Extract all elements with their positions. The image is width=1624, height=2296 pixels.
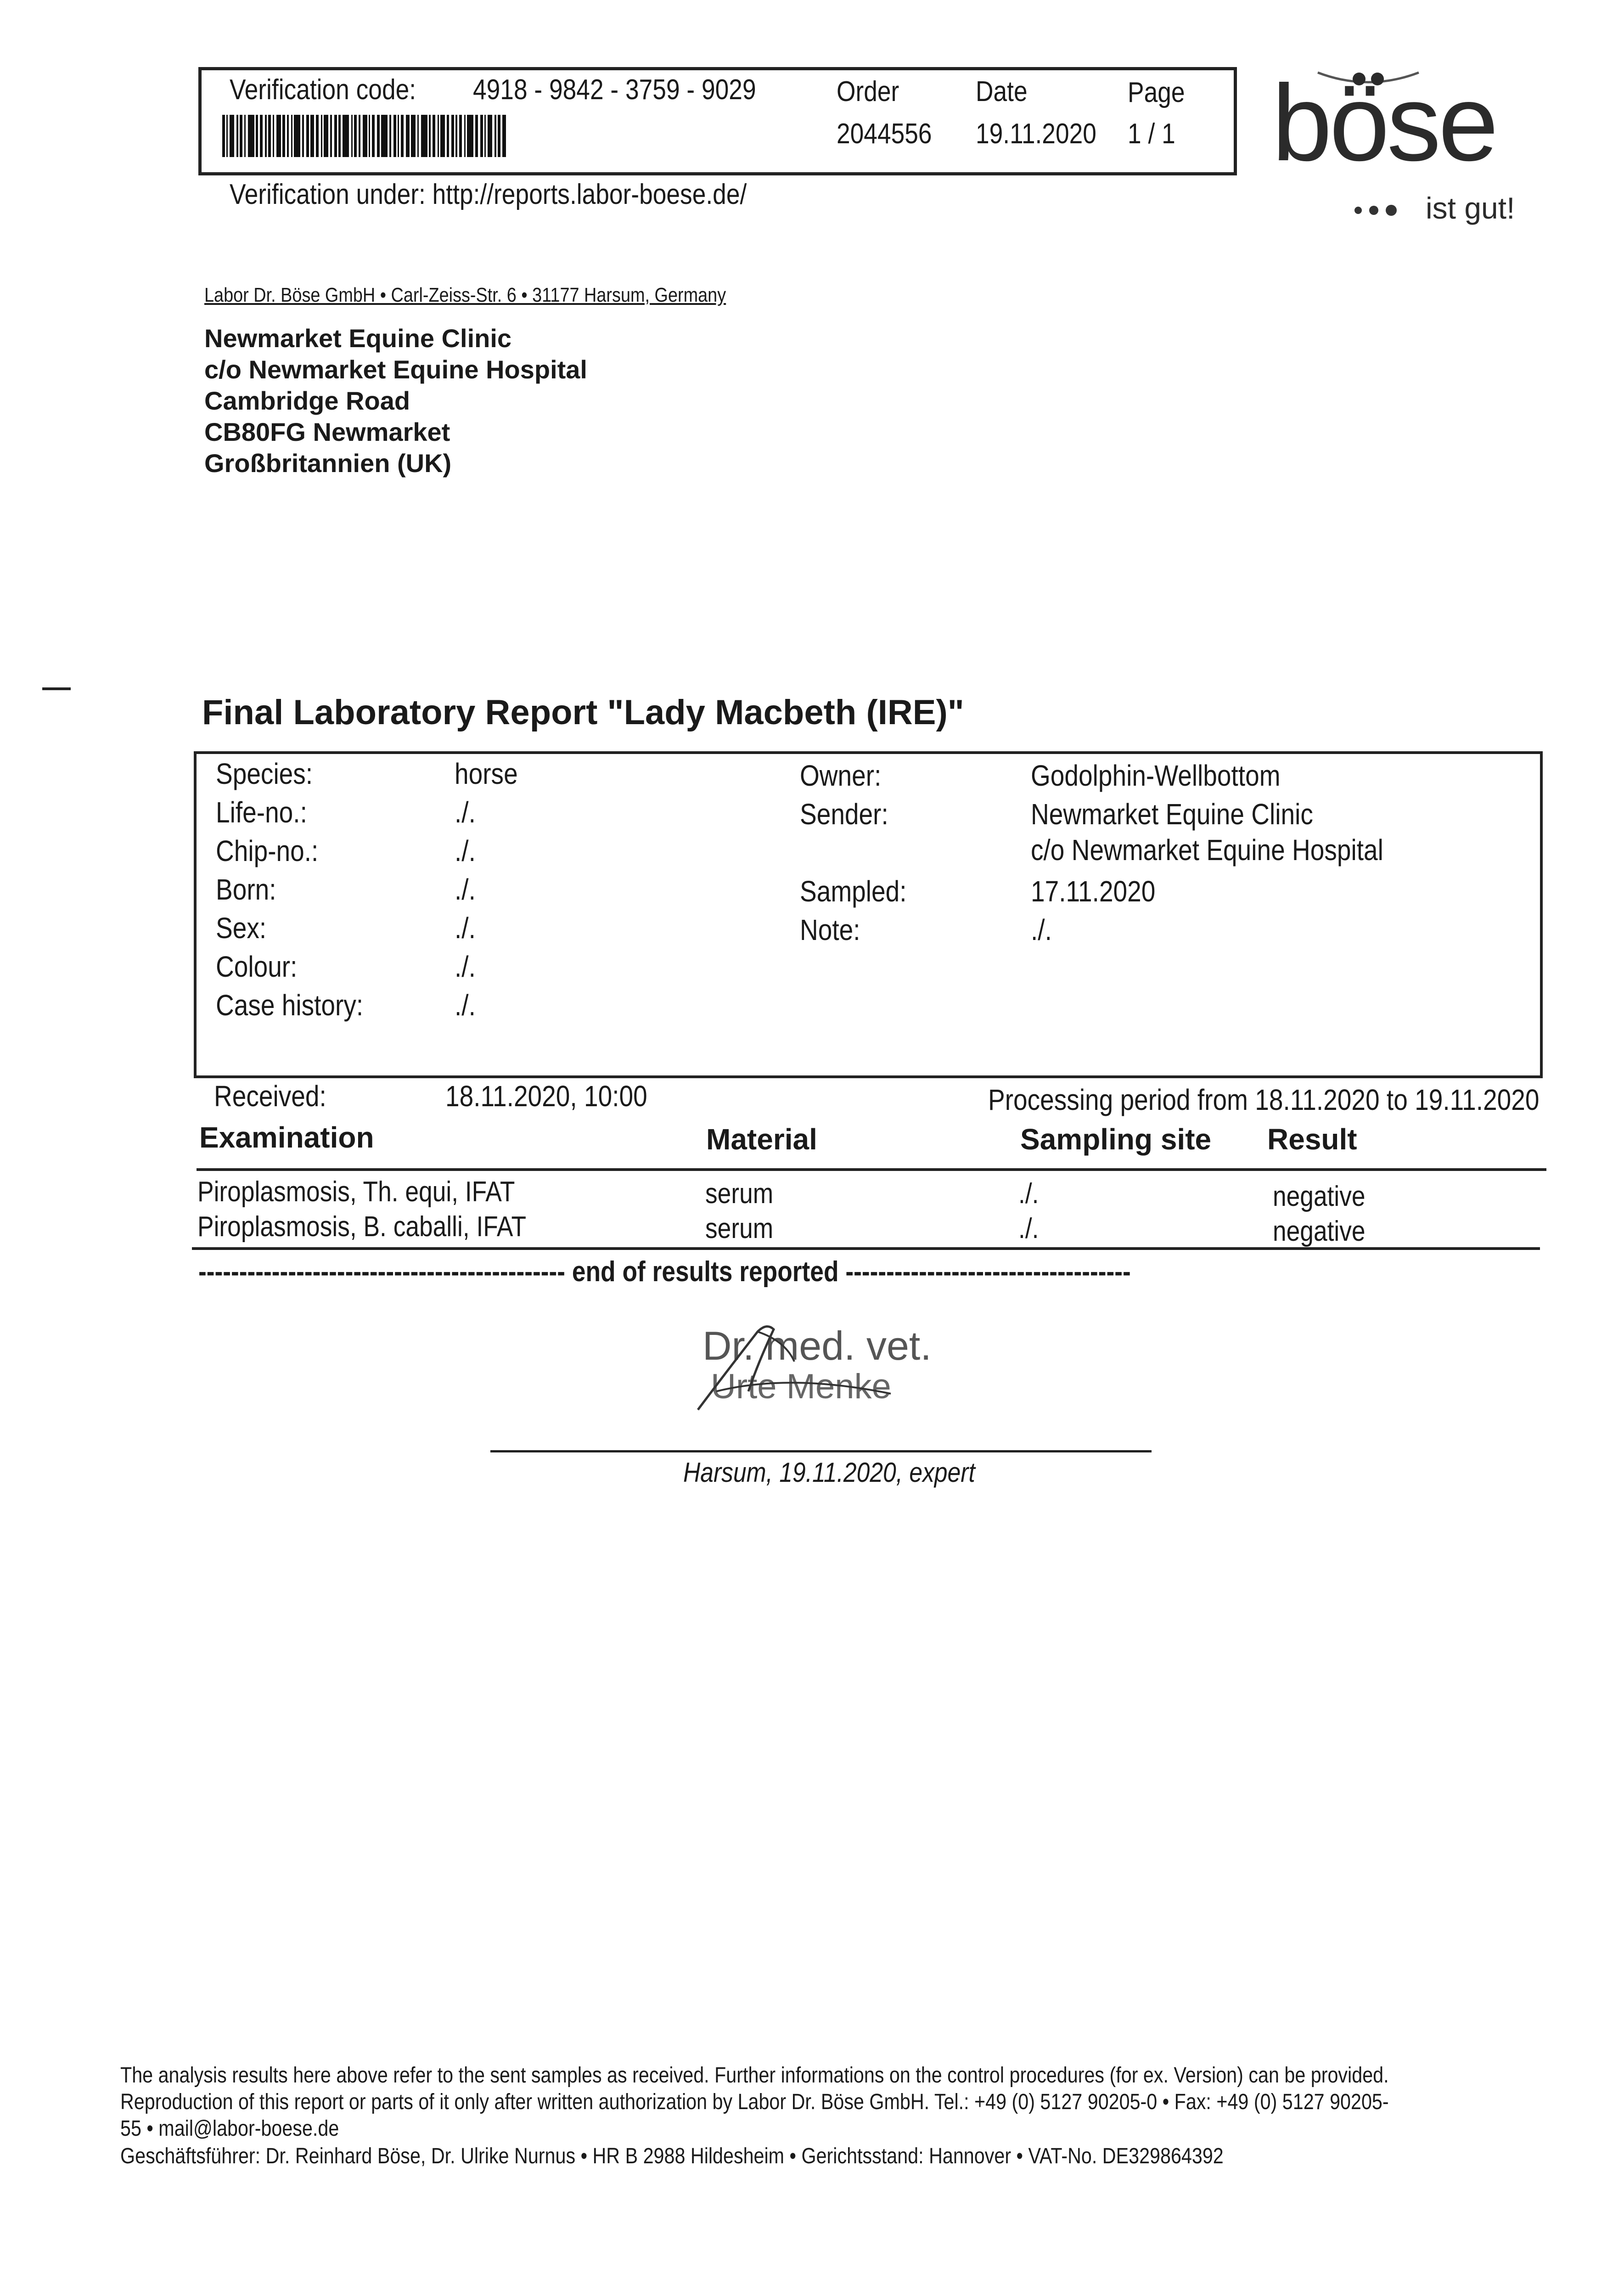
barcode-bar	[401, 115, 404, 157]
col-header-sampling-site: Sampling site	[1020, 1123, 1212, 1156]
barcode-bar	[334, 115, 337, 157]
colour-label: Colour:	[216, 950, 298, 983]
barcode-bar	[222, 115, 225, 157]
barcode-bar	[343, 115, 349, 157]
barcode-bar	[455, 115, 457, 157]
row-2-examination: Piroplasmosis, B. caballi, IFAT	[197, 1211, 527, 1243]
barcode-bar	[244, 115, 246, 157]
order-value: 2044556	[837, 118, 932, 150]
received-label: Received:	[214, 1080, 326, 1113]
barcode-bar	[230, 115, 234, 157]
barcode-bar	[398, 115, 399, 157]
barcode-bar	[363, 115, 367, 157]
barcode-bar	[306, 115, 309, 157]
barcode-bar	[354, 115, 357, 157]
barcode-bar	[372, 115, 375, 157]
born-value: ./.	[455, 873, 476, 906]
date-label: Date	[976, 76, 1028, 107]
barcode-bar	[438, 115, 439, 157]
sampled-label: Sampled:	[800, 875, 907, 908]
sender-value-2: c/o Newmarket Equine Hospital	[1031, 833, 1383, 867]
barcode	[222, 115, 560, 157]
col-header-material: Material	[706, 1123, 817, 1156]
barcode-bar	[433, 115, 435, 157]
species-label: Species:	[216, 757, 313, 790]
recipient-line-1: Newmarket Equine Clinic	[204, 324, 512, 353]
recipient-line-5: Großbritannien (UK)	[204, 449, 452, 478]
signature-line	[490, 1450, 1152, 1452]
barcode-bar	[393, 115, 396, 157]
barcode-bar	[324, 115, 328, 157]
footer-line-3: 55 • mail@labor-boese.de	[120, 2116, 339, 2141]
barcode-bar	[502, 115, 506, 157]
barcode-bar	[268, 115, 271, 157]
footer-line-1: The analysis results here above refer to the sent samples as received. Further informations on the control procedures (for ex. Version) can be provided.	[120, 2063, 1389, 2088]
barcode-bar	[480, 115, 483, 157]
received-value: 18.11.2020, 10:00	[445, 1080, 647, 1113]
barcode-bar	[484, 115, 486, 157]
note-value: ./.	[1031, 913, 1052, 946]
barcode-bar	[226, 115, 228, 157]
barcode-bar	[260, 115, 263, 157]
date-value: 19.11.2020	[976, 118, 1096, 150]
barcode-bar	[316, 115, 319, 157]
verification-code: 4918 - 9842 - 3759 - 9029	[473, 74, 756, 106]
end-of-results: --------------------------------------------- end of results reported -----------------------------------	[198, 1256, 1131, 1288]
barcode-bar	[475, 115, 478, 157]
col-header-examination: Examination	[199, 1121, 374, 1154]
fold-mark	[42, 687, 71, 690]
barcode-bar	[377, 115, 380, 157]
barcode-bar	[321, 115, 322, 157]
verification-url: Verification under: http://reports.labor-boese.de/	[230, 179, 747, 210]
barcode-bar	[330, 115, 332, 157]
barcode-bar	[429, 115, 431, 157]
report-title: Final Laboratory Report "Lady Macbeth (IRE)"	[202, 693, 964, 732]
case-history-label: Case history:	[216, 989, 364, 1022]
barcode-bar	[459, 115, 462, 157]
barcode-bar	[406, 115, 410, 157]
chip-no-value: ./.	[455, 834, 476, 867]
barcode-bar	[276, 115, 281, 157]
row-1-material: serum	[705, 1178, 774, 1210]
signature-caption: Harsum, 19.11.2020, expert	[683, 1457, 975, 1488]
barcode-bar	[248, 115, 254, 157]
barcode-bar	[495, 115, 496, 157]
signature-title: Dr. med. vet.	[702, 1323, 932, 1368]
barcode-bar	[282, 115, 285, 157]
barcode-bar	[265, 115, 267, 157]
barcode-bar	[338, 115, 341, 157]
barcode-bar	[447, 115, 449, 157]
logo-dots	[1354, 201, 1427, 219]
row-2-material: serum	[705, 1213, 774, 1244]
footer-line-4: Geschäftsführer: Dr. Reinhard Böse, Dr. Ulrike Nurnus • HR B 2988 Hildesheim • Gerichtsstand: Hannover • VAT-No. DE329864392	[120, 2144, 1224, 2168]
barcode-bar	[256, 115, 258, 157]
owner-label: Owner:	[800, 759, 882, 792]
colour-value: ./.	[455, 950, 476, 983]
footer-line-2: Reproduction of this report or parts of it only after written authorization by Labor Dr. Böse GmbH. Tel.: +49 (0) 5127 90205-0 • Fax: +49 (0) 5127 90205-	[120, 2090, 1389, 2114]
order-label: Order	[837, 76, 899, 107]
barcode-bar	[498, 115, 500, 157]
barcode-bar	[359, 115, 360, 157]
sender-value-1: Newmarket Equine Clinic	[1031, 798, 1313, 831]
species-value: horse	[455, 757, 518, 790]
barcode-bar	[294, 115, 300, 157]
recipient-line-2: c/o Newmarket Equine Hospital	[204, 355, 587, 384]
barcode-bar	[381, 115, 388, 157]
row-1-examination: Piroplasmosis, Th. equi, IFAT	[197, 1176, 515, 1208]
sampled-value: 17.11.2020	[1031, 875, 1156, 908]
barcode-bar	[369, 115, 370, 157]
row-2-sampling-site: ./.	[1018, 1213, 1039, 1244]
case-history-value: ./.	[455, 989, 476, 1022]
signature-name: Urte Menke	[711, 1367, 891, 1406]
barcode-bar	[240, 115, 242, 157]
barcode-bar	[451, 115, 454, 157]
logo-tagline: ist gut!	[1426, 191, 1515, 225]
barcode-bar	[310, 115, 314, 157]
verification-label: Verification code:	[230, 74, 416, 106]
barcode-bar	[464, 115, 466, 157]
barcode-bar	[351, 115, 353, 157]
owner-value: Godolphin-Wellbottom	[1031, 759, 1281, 792]
recipient-line-4: CB80FG Newmarket	[204, 417, 450, 446]
logo-wordmark: böse	[1272, 62, 1496, 184]
barcode-bar	[488, 115, 492, 157]
signature-scribble	[689, 1313, 937, 1419]
signature-stamp	[689, 1313, 937, 1419]
barcode-bar	[273, 115, 274, 157]
barcode-bar	[389, 115, 391, 157]
sex-label: Sex:	[216, 912, 267, 945]
barcode-bar	[302, 115, 304, 157]
life-no-value: ./.	[455, 796, 476, 829]
chip-no-label: Chip-no.:	[216, 834, 319, 867]
barcode-bar	[467, 115, 473, 157]
barcode-bar	[236, 115, 238, 157]
barcode-bar	[411, 115, 416, 157]
recipient-line-3: Cambridge Road	[204, 386, 410, 415]
barcode-bar	[417, 115, 419, 157]
note-label: Note:	[800, 913, 860, 946]
sender-address-line: Labor Dr. Böse GmbH • Carl-Zeiss-Str. 6 • 31177 Harsum, Germany	[204, 284, 726, 306]
table-bottom-rule	[192, 1247, 1540, 1250]
row-1-sampling-site: ./.	[1018, 1178, 1039, 1210]
page-value: 1 / 1	[1128, 118, 1175, 150]
table-header-rule	[197, 1168, 1546, 1171]
col-header-result: Result	[1267, 1123, 1357, 1156]
barcode-bar	[291, 115, 292, 157]
page-label: Page	[1128, 77, 1185, 108]
row-2-result: negative	[1273, 1216, 1366, 1247]
sex-value: ./.	[455, 912, 476, 945]
processing-period: Processing period from 18.11.2020 to 19.11.2020	[988, 1083, 1540, 1116]
born-label: Born:	[216, 873, 276, 906]
barcode-bar	[421, 115, 427, 157]
row-1-result: negative	[1273, 1181, 1366, 1212]
barcode-bar	[287, 115, 289, 157]
sender-label: Sender:	[800, 798, 888, 831]
barcode-bar	[440, 115, 445, 157]
life-no-label: Life-no.:	[216, 796, 307, 829]
